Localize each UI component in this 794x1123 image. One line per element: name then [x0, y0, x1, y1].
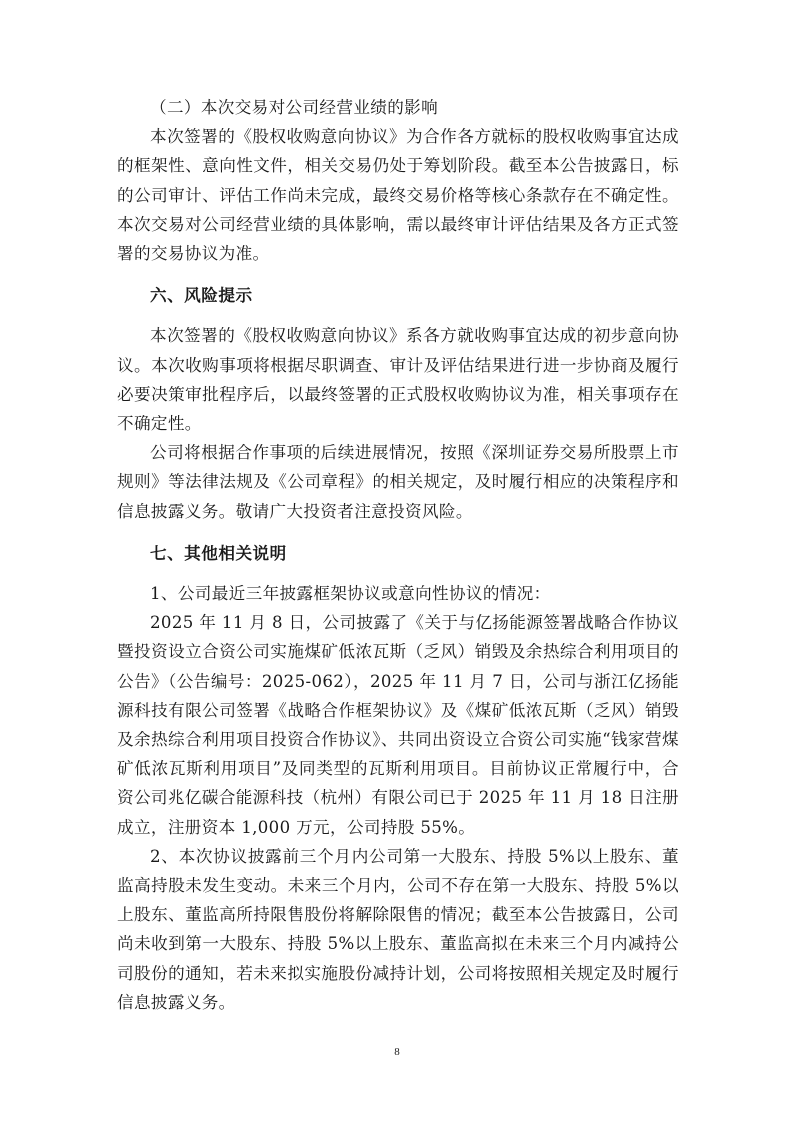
subheading-impact-on-performance: （二）本次交易对公司经营业绩的影响 [150, 98, 439, 117]
paragraph-note-2-shareholders: 2、本次协议披露前三个月内公司第一大股东、持股 5%以上股东、董监高持股未发生变动。未来三个月内，公司不存在第一大股东、持股 5%以上股东、董监高所持限售股份将解除限售的情况；截至本公告披露日，公司尚未收到第一大股东、持股 5%以上股东、董监高拟在未来三个月内减持公司股份的通知，若未来拟实施股份减持计划，公司将按照相关规定及时履行信息披露义务。 [117, 846, 679, 1012]
paragraph-impact-details: 本次签署的《股权收购意向协议》为合作各方就标的股权收购事宜达成的框架性、意向性文件，相关交易仍处于筹划阶段。截至本公告披露日，标的公司审计、评估工作尚未完成，最终交易价格等核心条款存在不确定性。本次交易对公司经营业绩的具体影响，需以最终审计评估结果及各方正式签署的交易协议为准。 [117, 127, 679, 264]
section-heading-risk-warning: 六、风险提示 [150, 286, 253, 306]
document-body [117, 93, 679, 1017]
paragraph-risk-intent-agreement: 本次签署的《股权收购意向协议》系各方就收购事宜达成的初步意向协议。本次收购事项将根据尽职调查、审计及评估结果进行进一步协商及履行必要决策审批程序后，以最终签署的正式股权收购协议为准，相关事项存在不确定性。 [117, 326, 679, 434]
paragraph-note-1-title: 1、公司最近三年披露框架协议或意向性协议的情况： [150, 584, 551, 604]
section-heading-other-notes: 七、其他相关说明 [150, 543, 287, 563]
page-number: 8 [394, 1046, 400, 1058]
paragraph-risk-disclosure-obligation: 公司将根据合作事项的后续进展情况，按照《深圳证券交易所股票上市规则》等法律法规及《公司章程》的相关规定，及时履行相应的决策程序和信息披露义务。敬请广大投资者注意投资风险。 [117, 443, 679, 521]
paragraph-note-1-details: 2025 年 11 月 8 日，公司披露了《关于与亿扬能源签署战略合作协议暨投资设立合资公司实施煤矿低浓瓦斯（乏风）销毁及余热综合利用项目的公告》（公告编号：2025-062），2025 年 11 月 7 日，公司与浙江亿扬能源科技有限公司签署《战略合作框架协议》及《煤矿低浓瓦斯（乏风）销毁及余热综合利用项目投资合作协议》、共同出资设立合资公司实施“钱家营煤矿低浓瓦斯利用项目”及同类型的瓦斯利用项目。目前协议正常履行中，合资公司兆亿碳合能源科技（杭州）有限公司已于 2025 年 11 月 18 日注册成立，注册资本 1,000 万元，公司持股 55%。 [117, 613, 679, 837]
